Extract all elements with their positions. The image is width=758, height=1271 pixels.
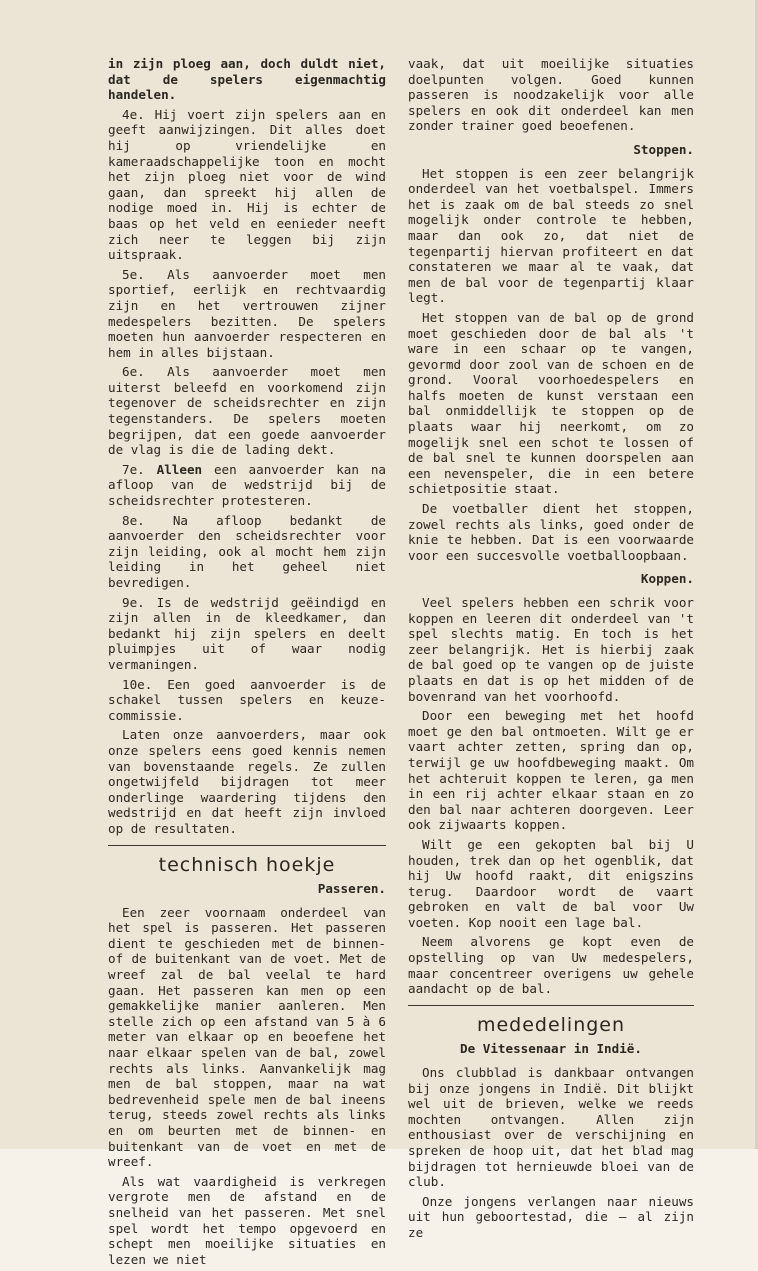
rule-9-paragraph: 9e. Is de wedstrijd geëindigd en zijn allen in de kleedkamer, dan bedankt hij zijn spelers en deelt pluimpjes uit of waar nodig vermaningen. [108,594,386,672]
stoppen-paragraph-2: Het stoppen van de bal op de grond moet geschieden door de bal als 't ware in een schaar op te vangen, gevormd door zool van de schoen en de grond. Vooral voorhoedespelers en halfs moeten de kunst verstaan een bal onmiddellijk te stoppen op de plaats waar hij neerkomt, om zo mogelijk snel een schot te lossen of de bal snel te kunnen doorspelen aan een nevenspeler, die in een betere schietpositie staat. [408,309,694,497]
subheading-vitessenaar: De Vitessenaar in Indië. [460,1041,642,1057]
rule-10-paragraph: 10e. Een goed aanvoerder is de schakel tussen spelers en keuze-commissie. [108,676,386,723]
koppen-paragraph-2: Door een beweging met het hoofd moet ge den bal ontmoeten. Wilt ge er vaart achter zetten, spring dan op, terwijl ge uw hoofdbeweging maakt. Om het achteruit koppen te leren, ga men in een rij achter elkaar staan en zo den bal naar achteren doorgeven. Leer ook zijwaarts koppen. [408,708,694,833]
stoppen-paragraph-1: Het stoppen is een zeer belangrijk onderdeel van het voetbalspel. Immers het is zaak om de bal steeds zo snel mogelijk onder controle te hebben, maar dan ook zo, dat niet de tegenpartij hiervan profiteert en dat constateren we maar al te vaak, dat men de bal voor de tegenpartij klaar legt. [408,165,694,306]
rule-7-emphasis: Alleen [156,461,203,477]
passeren-continued: vaak, dat uit moeilijke situaties doelpunten volgen. Goed kunnen passeren is noodzakelijk voor alle spelers en ook dit onderdeel kan men zonder trainer goed beoefenen. [408,56,694,134]
rule-5-paragraph: 5e. Als aanvoerder moet men sportief, eerlijk en rechtvaardig zijn en het vertrouwen zijner medespelers bezitten. De spelers moeten hun aanvoerder respecteren en hem in alles bijstaan. [108,266,386,360]
passeren-paragraph-1: Een zeer voornaam onderdeel van het spel is passeren. Het passeren dient te geschieden met de binnen- of de buitenkant van de voet. Met de wreef zal de bal veelal te hard gaan. Het passeren kan men op een gemakkelijke manier aanleren. Men stelle zich op een afstand van 5 à 6 meter van elkaar op en beoefene het naar elkaar spelen van de bal, zowel rechts als links. Aanvankelijk mag men de bal stoppen, maar na wat bedrevenheid spele men de bal ineens terug, steeds zowel rechts als links en om beurten met de binnen- en buitenkant van de voet en met de wreef. [108,904,386,1170]
mededeling-paragraph-2: Onze jongens verlangen naar nieuws uit hun geboortestad, die — al zijn ze [408,1193,694,1240]
rule-7-text: een aanvoerder kan na afloop van de wedstrijd bij de scheidsrechter protesteren. [108,461,386,509]
rule-8-paragraph: 8e. Na afloop bedankt de aanvoerder den scheidsrechter voor zijn leiding, ook al mocht hem zijn leiding in het geheel niet bevredigen. [108,512,386,590]
subheading-koppen: Koppen. [640,571,694,587]
section-title-technisch-hoekje: technisch hoekje [158,853,336,876]
right-column [408,56,694,1245]
intro-paragraph: in zijn ploeg aan, doch duldt niet, dat de spelers eigenmachtig handelen. [108,56,386,103]
rule-7-paragraph [108,462,386,509]
subheading-passeren: Passeren. [317,881,386,897]
closing-paragraph: Laten onze aanvoerders, maar ook onze spelers eens goed kennis nemen van bovenstaande regels. Ze zullen ongetwijfeld bijdragen tot meer onderlinge waardering tijdens den wedstrijd en dat heeft zijn invloed op de resultaten. [108,727,386,836]
rule-4-paragraph: 4e. Hij voert zijn spelers aan en geeft aanwijzingen. Dit alles doet hij op vriendelijke en kameraadschappelijke toon en mocht het zijn ploeg niet voor de wind gaan, dan spreekt hij allen de nodige moed in. Hij is echter de baas op het veld en eenieder neeft zich neer te leggen bij zijn uitspraak. [108,106,386,263]
koppen-paragraph-4: Neem alvorens ge kopt even de opstelling op van Uw medespelers, maar concentreer overigens uw gehele aandacht op de bal. [408,934,694,997]
mededeling-paragraph-1: Ons clubblad is dankbaar ontvangen bij onze jongens in Indië. Dit blijkt wel uit de brieven, welke we reeds mochten ontvangen. Allen zijn enthousiast over de verschijning en spreken de hoop uit, dat het blad mag bijdragen tot hernieuwde bloei van de club. [408,1065,694,1190]
koppen-paragraph-3: Wilt ge een gekopten bal bij U houden, trek dan op het ogenblik, dat hij Uw hoofd raakt, dit enigszins terug. Daardoor wordt de vaart gebroken en valt de bal voor Uw voeten. Kop nooit een lage bal. [408,836,694,930]
section-title-mededelingen: mededelingen [476,1013,626,1036]
stoppen-paragraph-3: De voetballer dient het stoppen, zowel rechts als links, goed onder de knie te hebben. Dat is een voorwaarde voor een succesvolle voetballoopbaan. [408,501,694,563]
left-column [108,56,386,1271]
koppen-paragraph-1: Veel spelers hebben een schrik voor koppen en leeren dit onderdeel van 't spel slechts matig. En toch is het zeer belangrijk. Het is hierbij zaak de bal goed op te vangen op de juiste plaats en dat is op het midden of de bovenrand van het voorhoofd. [408,595,694,704]
rule-7-number: 7e. [122,461,157,477]
subheading-stoppen: Stoppen. [633,141,694,157]
section-divider [108,845,386,846]
passeren-paragraph-2: Als wat vaardigheid is verkregen vergrote men de afstand en de snelheid van het passeren. Met snel spel wordt het tempo opgevoerd en schept men moeilijke situaties en lezen we niet [108,1173,386,1267]
rule-6-paragraph: 6e. Als aanvoerder moet men uiterst beleefd en voorkomend zijn tegenover de scheidsrechter en zijn tegenstanders. De spelers moeten begrijpen, dat een goede aanvoerder de vlag is die de lading dekt. [108,364,386,458]
section-divider-right [408,1005,694,1006]
